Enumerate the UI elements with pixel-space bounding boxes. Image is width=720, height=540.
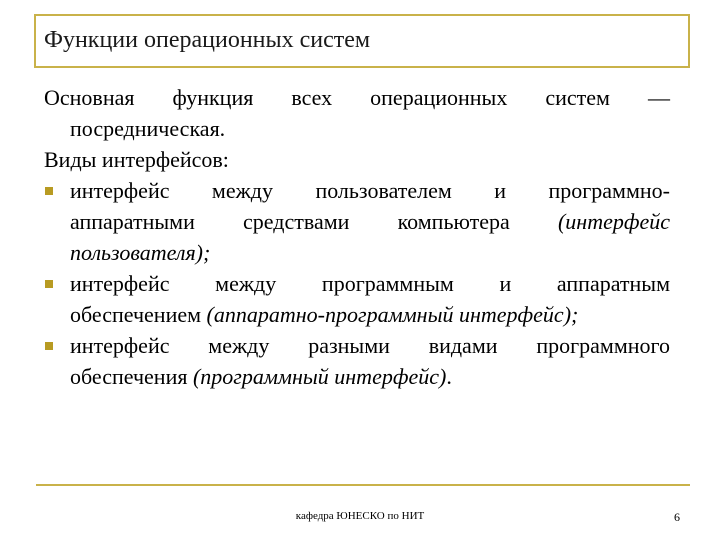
list-item	[44, 175, 670, 268]
bullet-3-line-2	[70, 361, 670, 392]
square-bullet-icon	[45, 187, 53, 195]
slide-body	[44, 82, 670, 392]
page-number: 6	[674, 510, 680, 524]
bullet-3-line-2-end: .	[446, 364, 452, 389]
bullet-2-line-2-italic: (аппаратно-программный интерфейс);	[206, 302, 579, 327]
title-underline-rule	[34, 66, 690, 68]
footer-rule	[36, 484, 690, 486]
list-item	[44, 268, 670, 330]
footer-text: кафедра ЮНЕСКО по НИТ	[295, 510, 425, 522]
bullet-3-line-2-italic: (программный интерфейс)	[192, 364, 447, 389]
slide-title: Функции операционных систем	[44, 27, 371, 53]
square-bullet-icon	[45, 342, 53, 350]
bullet-2-line-2-regular: обеспечением	[70, 302, 202, 327]
square-bullet-icon	[45, 280, 53, 288]
bullet-1-line-2-regular: аппаратными средствами компьютера	[70, 209, 510, 234]
bullet-3-line-2-regular: обеспечения	[70, 364, 188, 389]
main-function-paragraph	[44, 82, 670, 144]
bullet-2-line-1: интерфейс между программным и аппаратным	[70, 271, 670, 296]
bullet-1-line-2	[70, 206, 670, 237]
bullet-1-line-2-italic: (интерфейс	[557, 209, 670, 234]
interfaces-heading: Виды интерфейсов:	[44, 147, 229, 172]
bullet-1-line-3: пользователя);	[70, 240, 211, 265]
bullet-2-line-2	[70, 299, 670, 330]
main-function-line-1: Основная функция всех операционных систем —	[44, 85, 670, 110]
bullet-1-line-1: интерфейс между пользователем и программно-	[70, 178, 670, 203]
list-item	[44, 330, 670, 392]
bullet-3-line-1: интерфейс между разными видами программного	[70, 333, 670, 358]
main-function-line-2: посредническая.	[70, 116, 226, 141]
